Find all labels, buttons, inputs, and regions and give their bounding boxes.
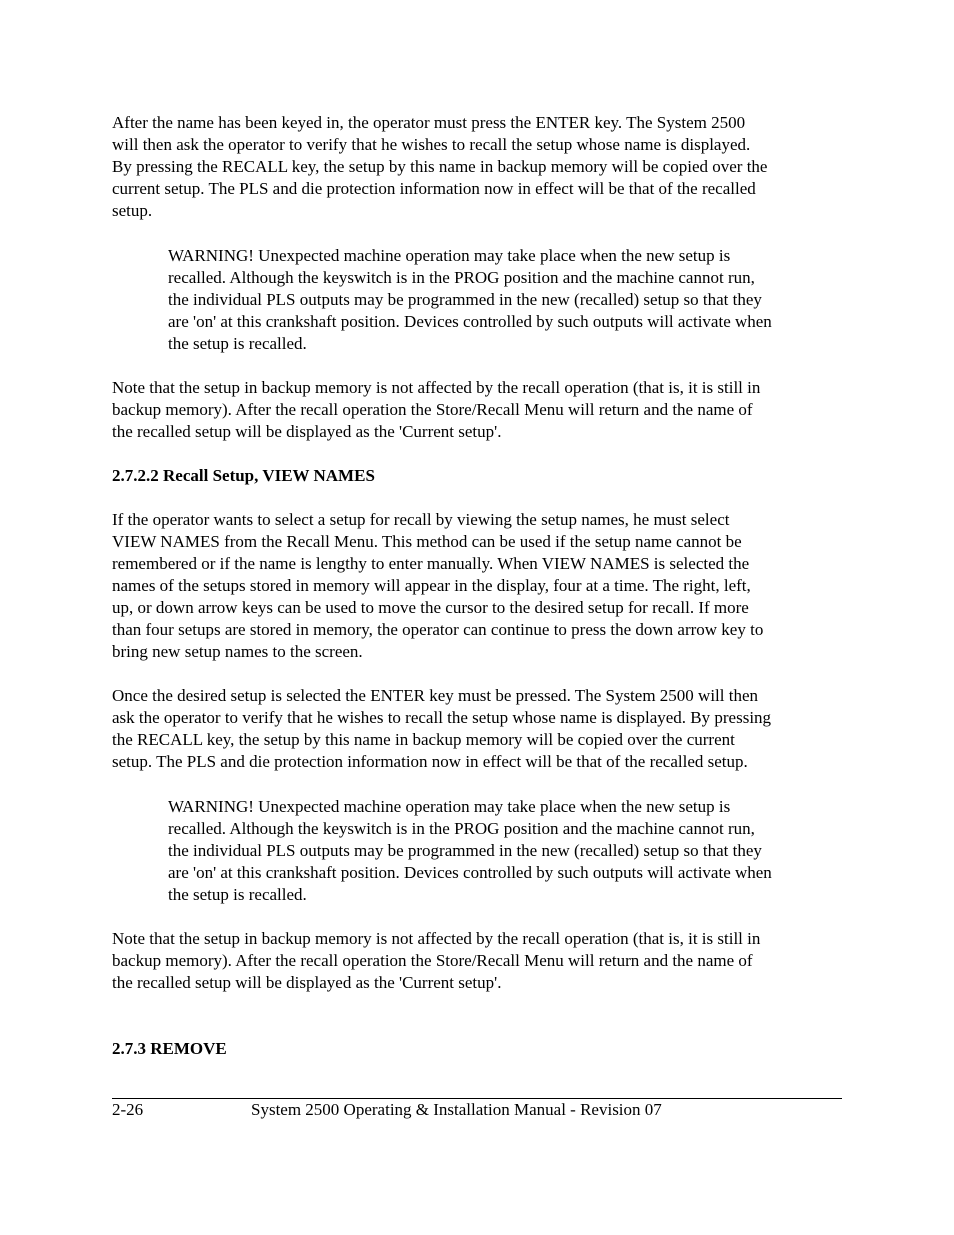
warning-paragraph-2	[168, 796, 842, 906]
paragraph-view-names	[112, 509, 842, 663]
text-line: bring new setup names to the screen.	[112, 642, 363, 661]
page-number: 2-26	[112, 1100, 144, 1119]
paragraph-backup-note-1	[112, 377, 842, 443]
text-line: By pressing the RECALL key, the setup by this name in backup memory will be copied over the	[112, 157, 768, 176]
text-line: the setup is recalled.	[168, 885, 307, 904]
text-line: If the operator wants to select a setup for recall by viewing the setup names, he must select	[112, 510, 730, 529]
text-line: recalled. Although the keyswitch is in the PROG position and the machine cannot run,	[168, 819, 755, 838]
text-line: After the name has been keyed in, the operator must press the ENTER key. The System 2500	[112, 113, 746, 132]
text-line: backup memory). After the recall operation the Store/Recall Menu will return and the name of	[112, 951, 753, 970]
text-line: WARNING! Unexpected machine operation may take place when the new setup is	[168, 246, 731, 265]
text-line: ask the operator to verify that he wishes to recall the setup whose name is displayed. By pressing	[112, 708, 772, 727]
text-line: current setup. The PLS and die protection information now in effect will be that of the recalled	[112, 179, 756, 198]
text-line: the recalled setup will be displayed as the 'Current setup'.	[112, 973, 502, 992]
text-line: setup. The PLS and die protection information now in effect will be that of the recalled setup.	[112, 752, 748, 771]
heading-text: 2.7.3 REMOVE	[112, 1039, 227, 1058]
text-line: than four setups are stored in memory, the operator can continue to press the down arrow key to	[112, 620, 764, 639]
section-heading-recall-view-names	[112, 465, 842, 487]
footer-title: System 2500 Operating & Installation Manual - Revision 07	[251, 1100, 662, 1119]
text-line: Once the desired setup is selected the ENTER key must be pressed. The System 2500 will then	[112, 686, 759, 705]
text-line: setup.	[112, 201, 153, 220]
section-heading-remove	[112, 1038, 842, 1060]
text-line: names of the setups stored in memory will appear in the display, four at a time. The right, left,	[112, 576, 751, 595]
text-line: the setup is recalled.	[168, 334, 307, 353]
text-line: are 'on' at this crankshaft position. Devices controlled by such outputs will activate when	[168, 863, 772, 882]
text-line: VIEW NAMES from the Recall Menu. This method can be used if the setup name cannot be	[112, 532, 742, 551]
text-line: are 'on' at this crankshaft position. Devices controlled by such outputs will activate when	[168, 312, 772, 331]
text-line: Note that the setup in backup memory is not affected by the recall operation (that is, it is still in	[112, 929, 761, 948]
text-line: Note that the setup in backup memory is not affected by the recall operation (that is, it is still in	[112, 378, 761, 397]
text-line: backup memory). After the recall operation the Store/Recall Menu will return and the name of	[112, 400, 753, 419]
text-line: will then ask the operator to verify that he wishes to recall the setup whose name is displayed.	[112, 135, 751, 154]
text-line: up, or down arrow keys can be used to move the cursor to the desired setup for recall. If more	[112, 598, 749, 617]
paragraph-backup-note-2	[112, 928, 842, 994]
text-line: the individual PLS outputs may be programmed in the new (recalled) setup so that they	[168, 841, 762, 860]
text-line: the RECALL key, the setup by this name in backup memory will be copied over the current	[112, 730, 735, 749]
text-line: the recalled setup will be displayed as the 'Current setup'.	[112, 422, 502, 441]
text-line: the individual PLS outputs may be programmed in the new (recalled) setup so that they	[168, 290, 762, 309]
paragraph-select-enter	[112, 685, 842, 773]
paragraph-enter-key	[112, 112, 842, 222]
text-line: remembered or if the name is lengthy to enter manually. When VIEW NAMES is selected the	[112, 554, 750, 573]
warning-paragraph-1	[168, 245, 842, 355]
text-line: recalled. Although the keyswitch is in the PROG position and the machine cannot run,	[168, 268, 755, 287]
text-line: WARNING! Unexpected machine operation may take place when the new setup is	[168, 797, 731, 816]
heading-text: 2.7.2.2 Recall Setup, VIEW NAMES	[112, 466, 375, 485]
